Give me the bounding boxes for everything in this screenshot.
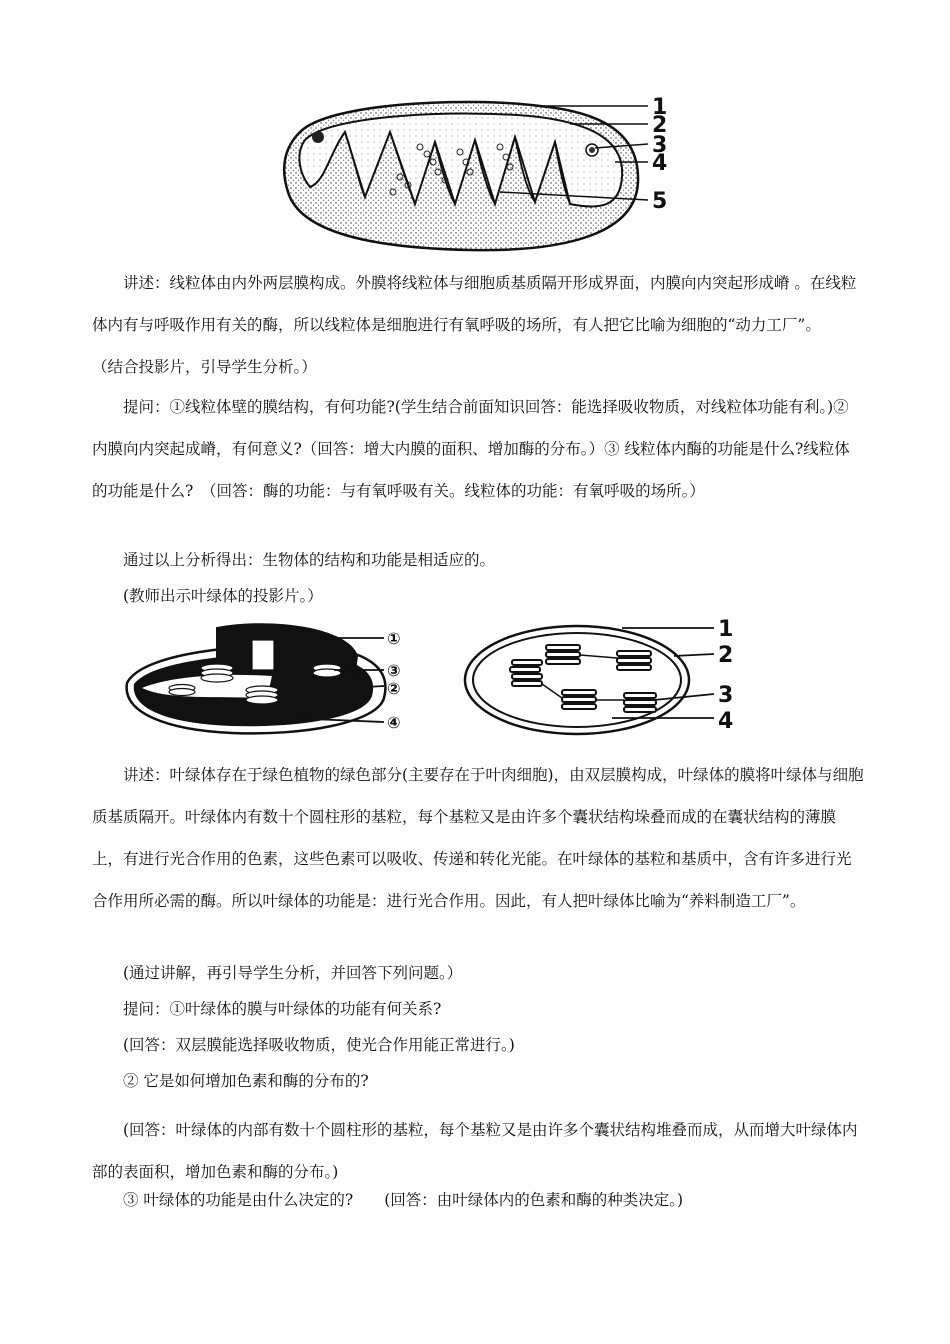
paragraph-question-1: 提问：①叶绿体的膜与叶绿体的功能有何关系? [123,1000,442,1018]
chloroplast-section-diagram [462,618,752,743]
chloro3d-label-1: ① [387,629,401,648]
paragraph-question-3: ③ 叶绿体的功能是由什么决定的? (回答：由叶绿体内的色素和酶的种类决定。) [123,1191,684,1209]
paragraph-conclusion: 通过以上分析得出：生物体的结构和功能是相适应的。 [123,551,496,569]
chloro-label-2: 2 [718,643,734,668]
mito-label-3: 3 [652,133,668,158]
mito-label-2: 2 [652,113,668,138]
mito-label-1: 1 [652,95,668,120]
chloro-label-1: 1 [718,618,734,642]
chloroplast-3d-diagram [122,618,422,738]
mitochondrion-diagram [270,92,690,257]
chloro3d-label-2: ② [387,679,401,698]
paragraph-answer-2: (回答：叶绿体的内部有数十个圆柱形的基粒，每个基粒又是由许多个囊状结构堆叠而成，从而增大叶绿体内部的表面积，增加色素和酶的分布。) [92,1121,858,1181]
chloro3d-label-4: ④ [387,713,401,732]
chloro-label-4: 4 [718,709,734,734]
chloro-label-3: 3 [718,683,734,708]
paragraph-mito-description: 讲述：线粒体由内外两层膜构成。外膜将线粒体与细胞质基质隔开形成界面，内膜向内突起形成嵴 。在线粒体内有与呼吸作用有关的酶，所以线粒体是细胞进行有氧呼吸的场所，有人把它比喻为细胞的“动力工厂”。 （结合投影片，引导学生分析。） [92,274,876,376]
paragraph-teacher-note: (教师出示叶绿体的投影片。） [123,587,323,605]
paragraph-mito-questions: 提问：①线粒体壁的膜结构，有何功能?(学生结合前面知识回答：能选择吸收物质，对线粒体功能有利。)② 内膜向内突起成嵴，有何意义?（回答：增大内膜的面积、增加酶的分布。）③ 线粒体内酶的功能是什么?线粒体的功能是什么? （回答：酶的功能：与有氧呼吸有关。线粒体的功能：有氧呼吸的场所。） [92,398,850,500]
granum [510,660,542,686]
mito-label-5: 5 [652,189,668,214]
mito-label-4: 4 [652,151,668,176]
chloro3d-label-3: ③ [387,661,401,680]
paragraph-chloro-description: 讲述：叶绿体存在于绿色植物的绿色部分(主要存在于叶肉细胞)，由双层膜构成，叶绿体的膜将叶绿体与细胞质基质隔开。叶绿体内有数十个圆柱形的基粒，每个基粒又是由许多个囊状结构垛叠而成的在囊状结构的薄膜上，有进行光合作用的色素，这些色素可以吸收、传递和转化光能。在叶绿体的基粒和基质中，含有许多进行光合作用所必需的酶。所以叶绿体的功能是：进行光合作用。因此，有人把叶绿体比喻为“养料制造工厂”。 [92,766,864,910]
paragraph-answer-1: (回答：双层膜能选择吸收物质，使光合作用能正常进行。) [123,1036,515,1054]
paragraph-question-2: ② 它是如何增加色素和酶的分布的? [123,1072,369,1090]
paragraph-guide-note: (通过讲解，再引导学生分析，并回答下列问题。） [123,964,463,982]
